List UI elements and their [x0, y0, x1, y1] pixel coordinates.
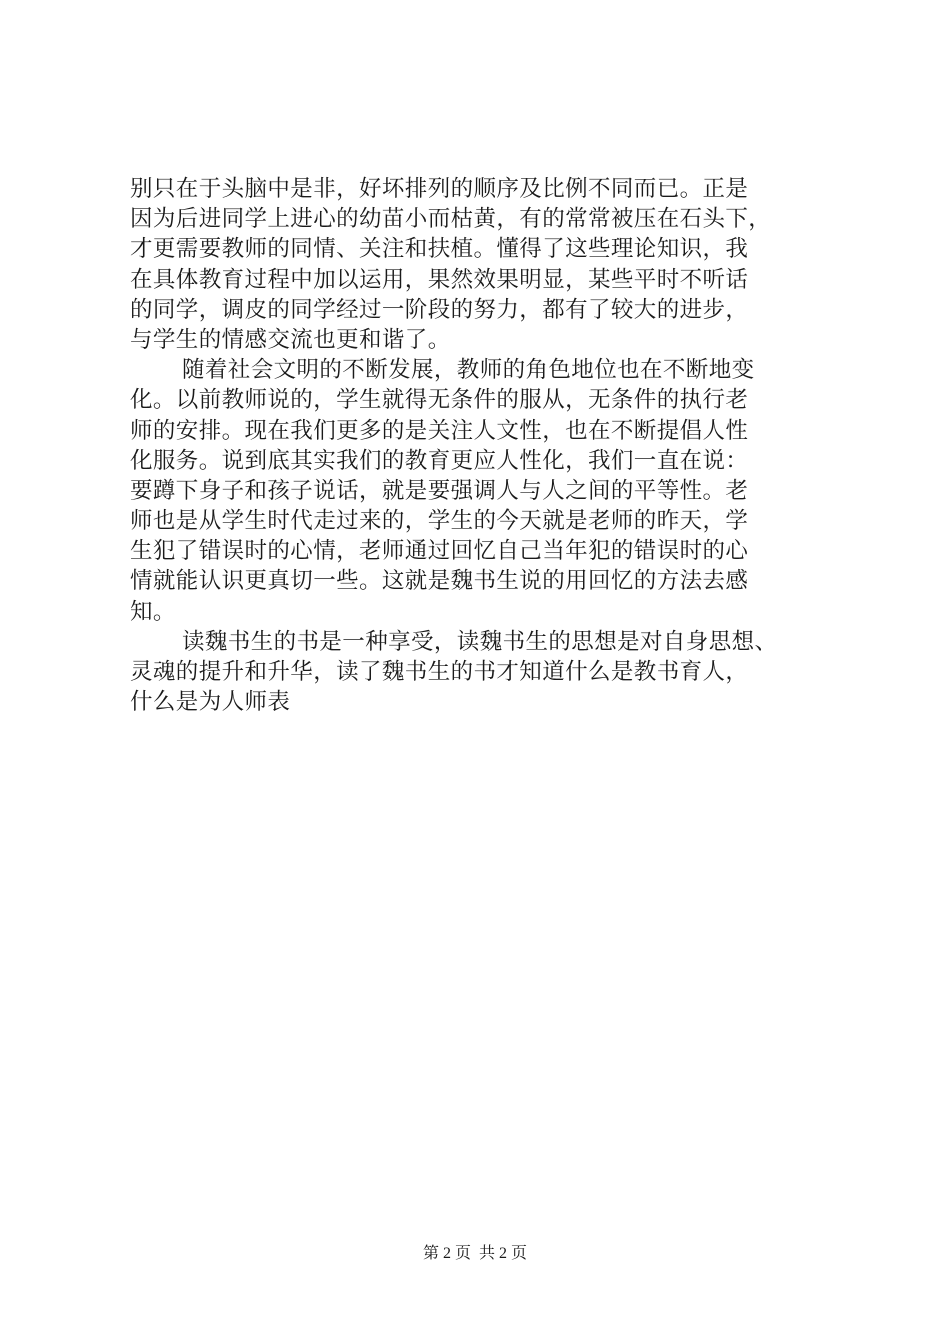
text-line: 的同学，调皮的同学经过一阶段的努力，都有了较大的进步，: [130, 296, 749, 323]
text-line: 因为后进同学上进心的幼苗小而枯黄，有的常常被压在石头下，: [130, 206, 772, 233]
paragraph-start-line: 随着社会文明的不断发展，教师的角色地位也在不断地变: [182, 357, 755, 384]
text-line: 别只在于头脑中是非，好坏排列的顺序及比例不同而已。正是: [130, 176, 749, 202]
text-line: 与学生的情感交流也更和谐了。: [130, 326, 451, 353]
text-line: 师也是从学生时代走过来的，学生的今天就是老师的昨天，学: [130, 508, 749, 535]
text-line: 知。: [130, 598, 176, 625]
text-line: 在具体教育过程中加以运用，果然效果明显，某些平时不听话: [130, 266, 749, 293]
text-line: 灵魂的提升和升华，读了魏书生的书才知道什么是教书育人，: [130, 659, 749, 685]
page-number-label: 第 2 页 共 2 页: [422, 1245, 527, 1262]
text-line: 什么是为人师表: [130, 689, 291, 716]
body-text: [130, 174, 835, 717]
text-line: 要蹲下身子和孩子说话，就是要强调人与人之间的平等性。老: [130, 477, 749, 504]
text-line: 生犯了错误时的心情，老师通过回忆自己当年犯的错误时的心: [130, 538, 749, 565]
text-line: 化服务。说到底其实我们的教育更应人性化，我们一直在说：: [130, 447, 749, 474]
page-footer: [0, 1244, 950, 1264]
text-line: 才更需要教师的同情、关注和扶植。懂得了这些理论知识，我: [130, 236, 749, 263]
text-line: 化。以前教师说的，学生就得无条件的服从，无条件的执行老: [130, 387, 749, 414]
text-line: 情就能认识更真切一些。这就是魏书生说的用回忆的方法去感: [130, 568, 749, 595]
paragraph-start-line: 读魏书生的书是一种享受，读魏书生的思想是对自身思想、: [182, 628, 778, 655]
text-line: 师的安排。现在我们更多的是关注人文性，也在不断提倡人性: [130, 417, 749, 444]
